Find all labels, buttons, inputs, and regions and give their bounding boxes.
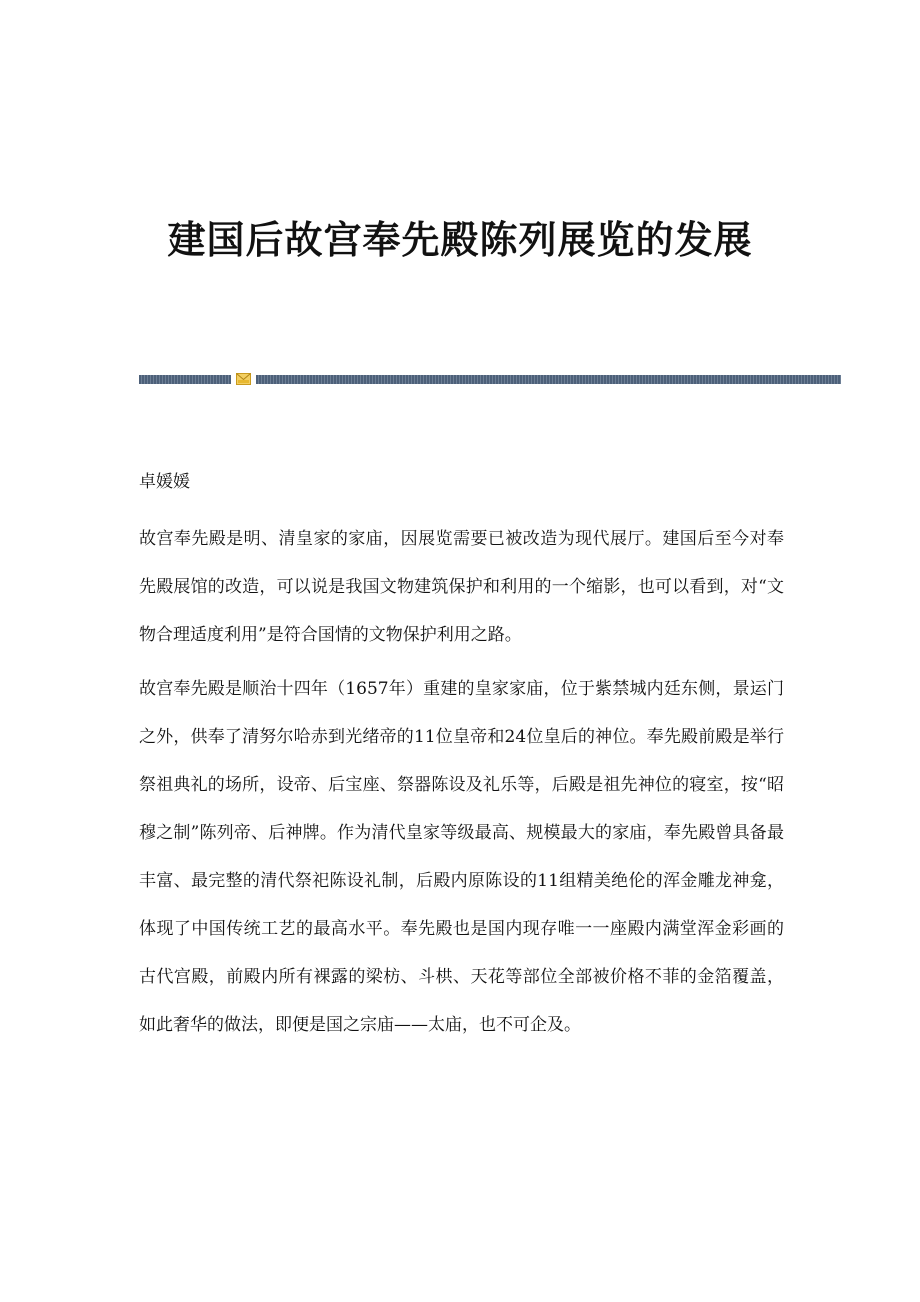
- page-title: 建国后故宫奉先殿陈列展览的发展: [167, 217, 753, 262]
- paragraph-intro: 故宫奉先殿是明、清皇家的家庙，因展览需要已被改造为现代展厅。建国后至今对奉先殿展馆的改造，可以说是我国文物建筑保护和利用的一个缩影，也可以看到，对“文物合理适度利用”是符合国情的文物保护利用之路。: [139, 529, 784, 645]
- divider-bar-left: [139, 375, 231, 384]
- envelope-ornament-icon: [236, 373, 251, 385]
- divider-bar-right: [256, 375, 841, 384]
- author-name: 卓媛媛: [139, 472, 190, 492]
- title-divider: [139, 375, 841, 384]
- paragraph-history: 故宫奉先殿是顺治十四年（1657年）重建的皇家家庙，位于紫禁城内廷东侧，景运门之外，供奉了清努尔哈赤到光绪帝的11位皇帝和24位皇后的神位。奉先殿前殿是举行祭祖典礼的场所，设帝、后宝座、祭器陈设及礼乐等，后殿是祖先神位的寝室，按“昭穆之制”陈列帝、后神牌。作为清代皇家等级最高、规模最大的家庙，奉先殿曾具备最丰富、最完整的清代祭祀陈设礼制，后殿内原陈设的11组精美绝伦的浑金雕龙神龛，体现了中国传统工艺的最高水平。奉先殿也是国内现存唯一一座殿内满堂浑金彩画的古代宫殿，前殿内所有裸露的梁枋、斗栱、天花等部位全部被价格不菲的金箔覆盖，如此奢华的做法，即便是国之宗庙——太庙，也不可企及。: [139, 679, 784, 1035]
